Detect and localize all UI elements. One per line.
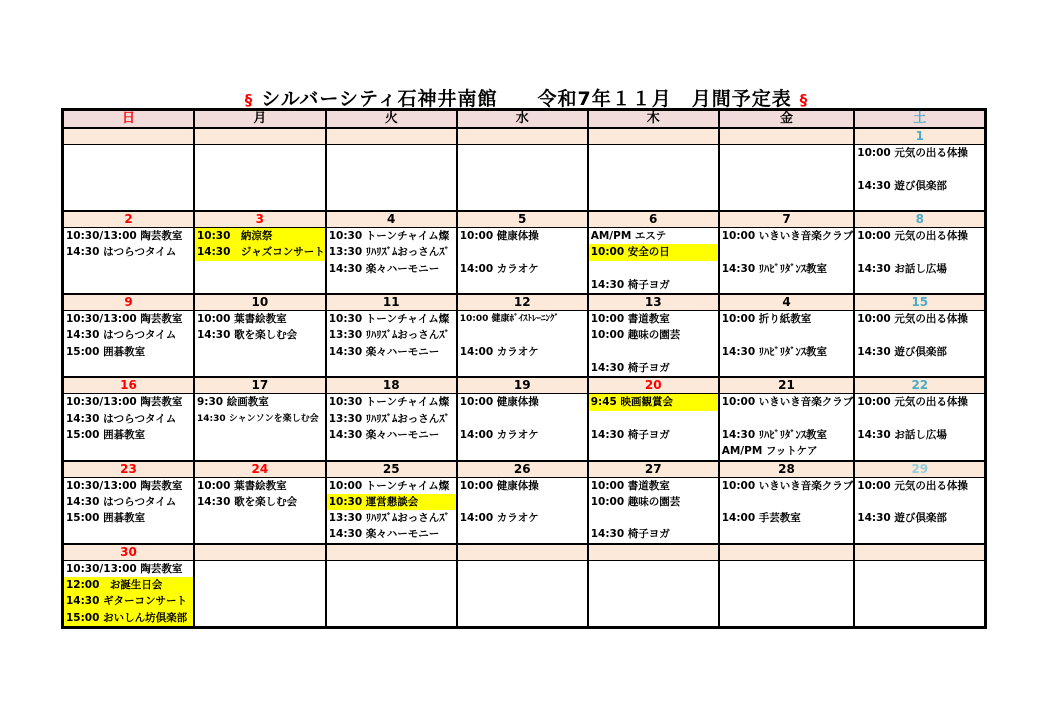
event-item: 13:30 ﾘﾊﾘｽﾞﾑおっさんｽﾞ [328,246,450,259]
day-cell [457,560,588,627]
event-item: 10:00 書道教室 [590,313,670,326]
date-number: 13 [588,294,719,311]
event-item: 10:00 元気の出る体操 [857,147,968,159]
event-item: 14:30 遊び倶楽部 [857,179,947,192]
weekday-header-row [63,110,986,129]
event-item: 10:30/13:00 陶芸教室 [66,479,183,492]
day-cell [854,560,986,627]
empty-slot [589,344,718,360]
day-cell [719,311,855,378]
event-item: 10:00 元気の出る体操 [857,230,968,242]
day-cell [194,145,326,212]
date-number: 11 [326,294,457,311]
event-item: 14:30 椅子ヨガ [590,362,670,375]
event-item: 14:30 はつらつタイム [66,412,177,425]
empty-slot [458,494,587,510]
empty-slot [720,494,854,510]
date-number [588,544,719,561]
day-cell [63,477,195,544]
date-number: 15 [854,294,986,311]
day-cell [194,311,326,378]
date-number [854,544,986,561]
empty-slot [720,327,854,343]
date-number: 20 [588,377,719,394]
day-cell [194,394,326,461]
event-item: 12:00 お誕生日会 [64,577,193,593]
date-row [63,377,986,394]
empty-slot [589,411,718,427]
event-item: 10:30 納涼祭 [195,228,325,244]
date-number [326,128,457,145]
event-item: 10:00 健康体操 [459,396,539,409]
day-cell [457,394,588,461]
event-item: 14:30 はつらつタイム [66,329,177,342]
weekday-header: 火 [326,110,457,129]
empty-slot [589,510,718,526]
event-item: 10:00 トーンチャイム燦 [328,479,450,492]
day-cell [854,477,986,544]
event-item: 14:30 楽々ハーモニー [328,428,440,441]
day-cell [63,560,195,627]
event-item: 10:30/13:00 陶芸教室 [66,230,183,242]
day-cell [194,560,326,627]
event-item: 13:30 ﾘﾊﾘｽﾞﾑおっさんｽﾞ [328,512,450,525]
day-cell [588,394,719,461]
event-item: 10:30 トーンチャイム燦 [328,230,450,242]
event-item: 15:00 囲碁教室 [66,512,146,525]
date-row [63,211,986,228]
event-item: 10:00 趣味の園芸 [590,495,681,508]
date-number: 7 [719,211,855,228]
day-cell [326,560,457,627]
event-item: 10:00 いきいき音楽クラブ [721,230,854,242]
day-cell [326,228,457,295]
day-cell [63,228,195,295]
date-row [63,128,986,145]
date-number: 3 [194,211,326,228]
empty-slot [458,327,587,343]
event-item: AM/PM フットケア [721,445,818,458]
day-cell [854,394,986,461]
weekday-header: 月 [194,110,326,129]
event-item: 10:00 いきいき音楽クラブ [721,479,854,492]
event-item: 15:00 囲碁教室 [66,345,146,358]
empty-slot [855,494,984,510]
event-item: 10:00 葉書絵教室 [197,313,287,326]
event-item: 10:30 運営懇談会 [327,494,456,510]
event-item: 10:00 元気の出る体操 [857,479,968,492]
event-item: 14:30 楽々ハーモニー [328,528,440,541]
empty-slot [855,327,984,343]
day-cell [457,145,588,212]
week-row [63,477,986,544]
date-number [588,128,719,145]
event-item: 10:00 趣味の園芸 [590,329,681,342]
date-number [719,128,855,145]
date-number: 10 [194,294,326,311]
empty-slot [720,244,854,260]
day-cell [457,311,588,378]
date-number: 4 [719,294,855,311]
event-item: 10:00 書道教室 [590,479,670,492]
event-item: 9:30 絵画教室 [197,396,269,409]
event-item: 13:30 ﾘﾊﾘｽﾞﾑおっさんｽﾞ [328,329,450,342]
event-item: 14:30 歌を楽しむ会 [197,329,298,342]
date-number [457,544,588,561]
day-cell [63,394,195,461]
event-item: 14:30 シャンソンを楽しむ会 [197,413,319,424]
date-number: 25 [326,461,457,478]
date-number: 5 [457,211,588,228]
day-cell [854,145,986,212]
date-number: 27 [588,461,719,478]
event-item: 15:00 囲碁教室 [66,428,146,441]
event-item: 14:00 カラオケ [459,262,539,275]
event-item: 14:30 椅子ヨガ [590,528,670,541]
event-item: 14:00 カラオケ [459,345,539,358]
date-row [63,544,986,561]
day-cell [588,145,719,212]
date-number: 24 [194,461,326,478]
week-row [63,311,986,378]
event-item: 14:30 はつらつタイム [66,495,177,508]
day-cell [457,228,588,295]
date-number [719,544,855,561]
event-item: 10:30 トーンチャイム燦 [328,313,450,326]
event-item: 10:30/13:00 陶芸教室 [66,562,183,575]
date-number [63,128,195,145]
empty-slot [855,411,984,427]
event-item: 10:00 いきいき音楽クラブ [721,396,854,409]
date-number: 19 [457,377,588,394]
empty-slot [458,244,587,260]
event-item: 14:30 ﾘﾊﾋﾞﾘﾀﾞﾝｽ教室 [721,345,828,358]
weekday-header: 日 [63,110,195,129]
event-item: 14:30 遊び倶楽部 [857,345,947,358]
event-item: 14:30 お話し広場 [857,428,947,441]
empty-slot [589,261,718,277]
date-number [326,544,457,561]
day-cell [194,477,326,544]
event-item: 14:00 カラオケ [459,512,539,525]
event-item: 14:30 はつらつタイム [66,246,177,259]
empty-slot [855,161,984,177]
date-number: 2 [63,211,195,228]
event-item: 10:00 折り紙教室 [721,313,812,326]
day-cell [457,477,588,544]
event-item: 14:30 椅子ヨガ [590,428,670,441]
week-row [63,394,986,461]
day-cell [326,311,457,378]
event-item: 14:00 カラオケ [459,428,539,441]
date-number: 22 [854,377,986,394]
empty-slot [720,411,854,427]
day-cell [326,477,457,544]
event-item: 14:30 ﾘﾊﾋﾞﾘﾀﾞﾝｽ教室 [721,428,828,441]
event-item: 14:30 楽々ハーモニー [328,345,440,358]
event-item: 10:30/13:00 陶芸教室 [66,313,183,326]
weekday-header: 金 [719,110,855,129]
event-item: 14:30 ﾘﾊﾋﾞﾘﾀﾞﾝｽ教室 [721,262,828,275]
event-item: 10:30 トーンチャイム燦 [328,396,450,409]
date-number: 30 [63,544,195,561]
event-item: 14:30 ジャズコンサート [195,244,325,260]
date-number: 8 [854,211,986,228]
event-item: 10:30/13:00 陶芸教室 [66,396,183,409]
event-item: 14:30 遊び倶楽部 [857,512,947,525]
date-number: 23 [63,461,195,478]
week-row [63,560,986,627]
day-cell [588,477,719,544]
event-item: 14:30 楽々ハーモニー [328,262,440,275]
date-number: 17 [194,377,326,394]
date-number [457,128,588,145]
monthly-calendar [61,108,987,629]
weekday-header: 木 [588,110,719,129]
date-number: 26 [457,461,588,478]
date-number: 1 [854,128,986,145]
day-cell [719,477,855,544]
date-row [63,461,986,478]
week-row [63,145,986,212]
week-row [63,228,986,295]
day-cell [854,228,986,295]
weekday-header: 水 [457,110,588,129]
date-number: 9 [63,294,195,311]
event-item: AM/PM エステ [590,230,667,242]
date-number: 29 [854,461,986,478]
page-title [0,84,1053,111]
empty-slot [855,244,984,260]
event-item: 10:00 安全の日 [589,244,718,260]
date-number: 6 [588,211,719,228]
event-item: 15:00 おいしん坊倶楽部 [64,610,193,626]
event-item: 14:00 手芸教室 [721,512,801,525]
day-cell [719,394,855,461]
day-cell [588,311,719,378]
day-cell [63,145,195,212]
date-number: 21 [719,377,855,394]
date-number: 4 [326,211,457,228]
event-item: 14:30 お話し広場 [857,262,947,275]
date-number: 16 [63,377,195,394]
day-cell [719,228,855,295]
day-cell [719,145,855,212]
date-number [194,544,326,561]
day-cell [854,311,986,378]
event-item: 13:30 ﾘﾊﾘｽﾞﾑおっさんｽﾞ [328,412,450,425]
day-cell [326,145,457,212]
day-cell [588,560,719,627]
event-item: 10:00 健康体操 [459,230,539,242]
day-cell [194,228,326,295]
event-item: 14:30 歌を楽しむ会 [197,495,298,508]
event-item: 14:30 椅子ヨガ [590,278,670,291]
event-item: 10:00 元気の出る体操 [857,313,968,326]
date-row [63,294,986,311]
event-item: 10:00 健康体操 [459,479,539,492]
date-number: 18 [326,377,457,394]
section-mark: § [799,91,809,109]
day-cell [719,560,855,627]
date-number: 28 [719,461,855,478]
date-number [194,128,326,145]
weekday-header: 土 [854,110,986,129]
event-item: 9:45 映画観賞会 [589,394,718,410]
event-item: 14:30 ギターコンサート [64,593,193,609]
title-text: シルバーシティ石神井南館 令和7年１１月 月間予定表 [261,88,792,110]
event-item: 10:00 元気の出る体操 [857,396,968,409]
day-cell [588,228,719,295]
event-item: 10:00 葉書絵教室 [197,479,287,492]
day-cell [326,394,457,461]
event-item: 10:00 健康ﾎﾞｲｽﾄﾚｰﾆﾝｸﾞ [459,314,560,325]
day-cell [63,311,195,378]
empty-slot [458,411,587,427]
date-number: 12 [457,294,588,311]
section-mark: § [244,91,254,109]
